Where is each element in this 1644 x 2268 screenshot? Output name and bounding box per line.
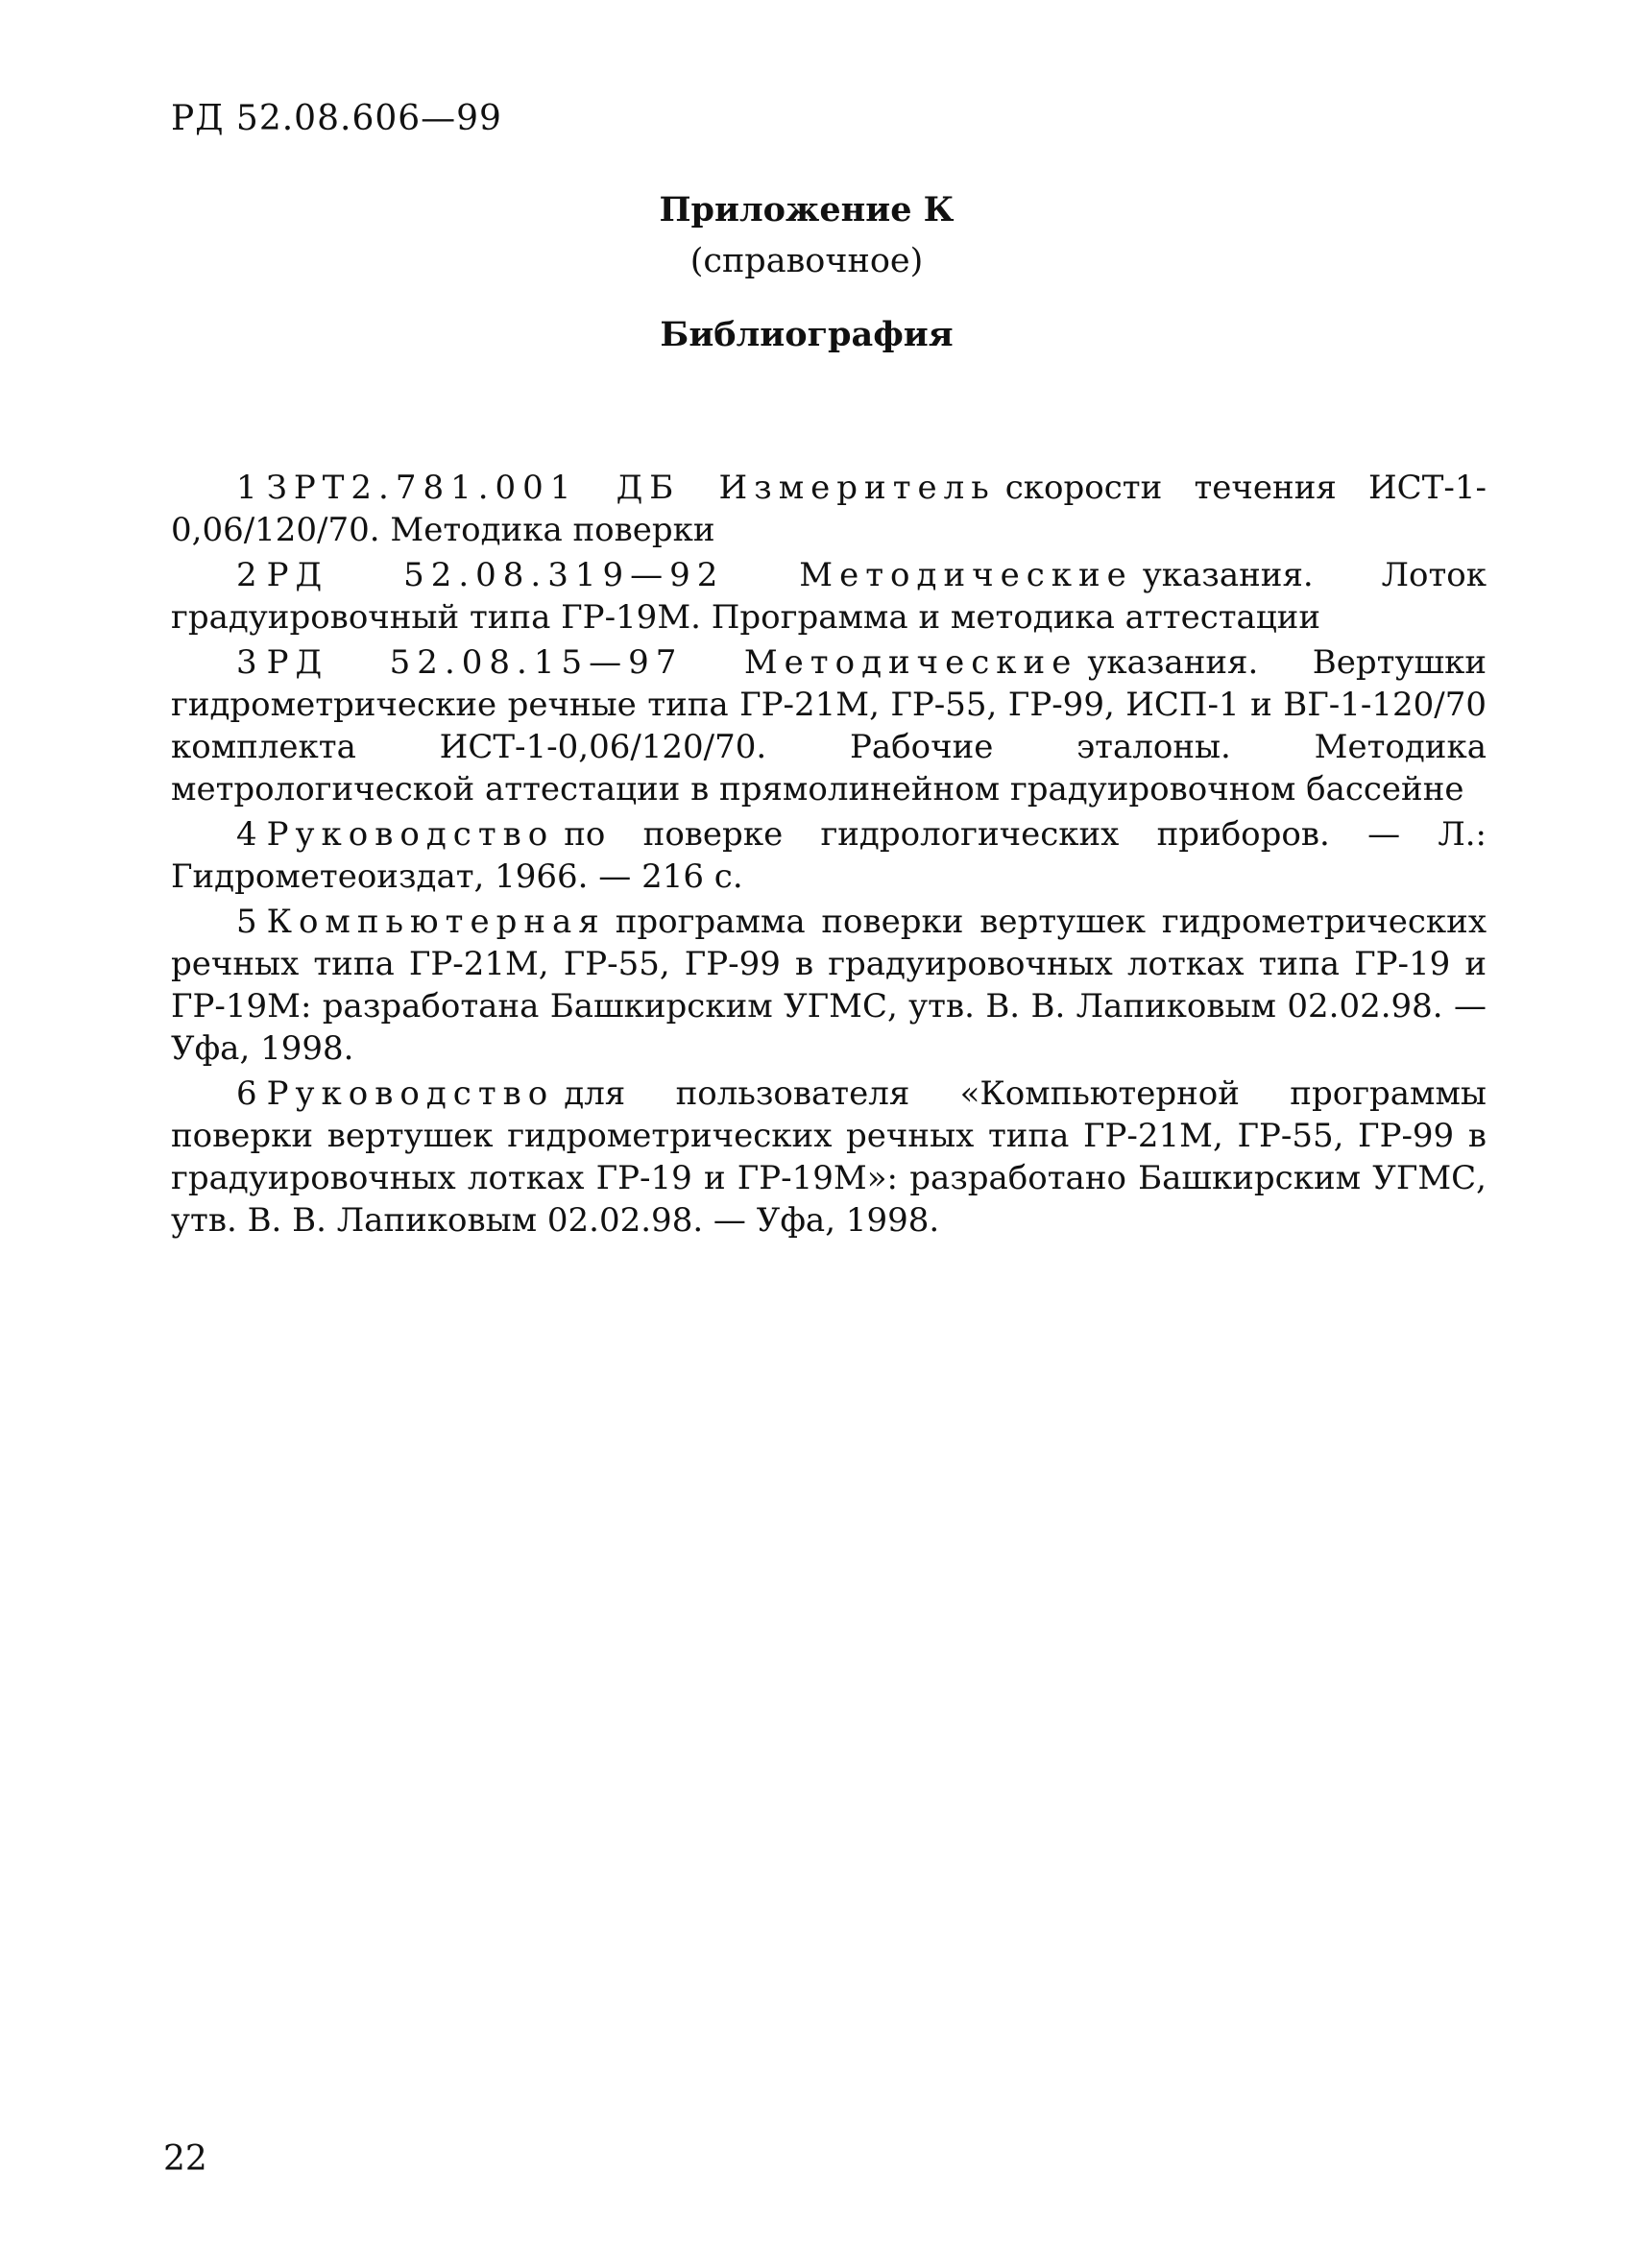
reference-number: 5 <box>236 903 257 941</box>
reference-designation: РД 52.08.15—97 Методические <box>266 643 1078 682</box>
bibliography-heading: Библиография <box>660 315 954 354</box>
reference-text: по поверке гидрологических приборов. — Л.: Гидрометеоиздат, 1966. — 216 с. <box>171 815 1487 896</box>
reference-number: 3 <box>236 643 257 682</box>
reference-text: для пользователя «Компьютерной программы поверки вертушек гидрометрических речных типа ГР-21М, ГР-55, ГР-99 в градуировочных лотках ГР-19 и ГР-19М»: разработано Башкирским УГМС, утв. В. В. Лапиковым 02.02.98. — Уфа, 1998. <box>171 1074 1487 1240</box>
reference-designation: Компьютерная <box>266 903 606 941</box>
reference-number: 2 <box>236 556 257 594</box>
reference-item <box>171 1073 1487 1242</box>
appendix-subtitle: (справочное) <box>689 242 924 280</box>
reference-text: скорости течения ИСТ-1-0,06/120/70. Методика поверки <box>171 469 1487 549</box>
document-code: РД 52.08.606—99 <box>171 99 502 138</box>
reference-designation: ЗРТ2.781.001 ДБ Измеритель <box>266 469 996 507</box>
reference-text: программа поверки вертушек гидрометрических речных типа ГР-21М, ГР-55, ГР-99 в градуировочных лотках типа ГР-19 и ГР-19М: разработана Башкирским УГМС, утв. В. В. Лапиковым 02.02.98. — Уфа, 1998. <box>171 903 1487 1068</box>
reference-designation: Руководство <box>266 1074 555 1113</box>
page-number: 22 <box>163 2139 207 2179</box>
reference-item <box>171 554 1487 639</box>
reference-item <box>171 467 1487 551</box>
reference-item <box>171 813 1487 898</box>
reference-text: указания. Вертушки гидрометрические речные типа ГР-21М, ГР-55, ГР-99, ИСП-1 и ВГ-1-120/70 комплекта ИСТ-1-0,06/120/70. Рабочие эталоны. Методика метрологической аттестации в прямолинейном градуировочном бассейне <box>171 643 1487 808</box>
reference-number: 6 <box>236 1074 257 1113</box>
reference-number: 1 <box>236 469 257 507</box>
reference-number: 4 <box>236 815 257 854</box>
bibliography-list <box>171 467 1487 1244</box>
reference-designation: Руководство <box>266 815 555 854</box>
appendix-title: Приложение К <box>659 190 955 229</box>
reference-item <box>171 641 1487 810</box>
reference-designation: РД 52.08.319—92 Методические <box>266 556 1133 594</box>
reference-text: указания. Лоток градуировочный типа ГР-19М. Программа и методика аттестации <box>171 556 1487 637</box>
reference-item <box>171 901 1487 1070</box>
